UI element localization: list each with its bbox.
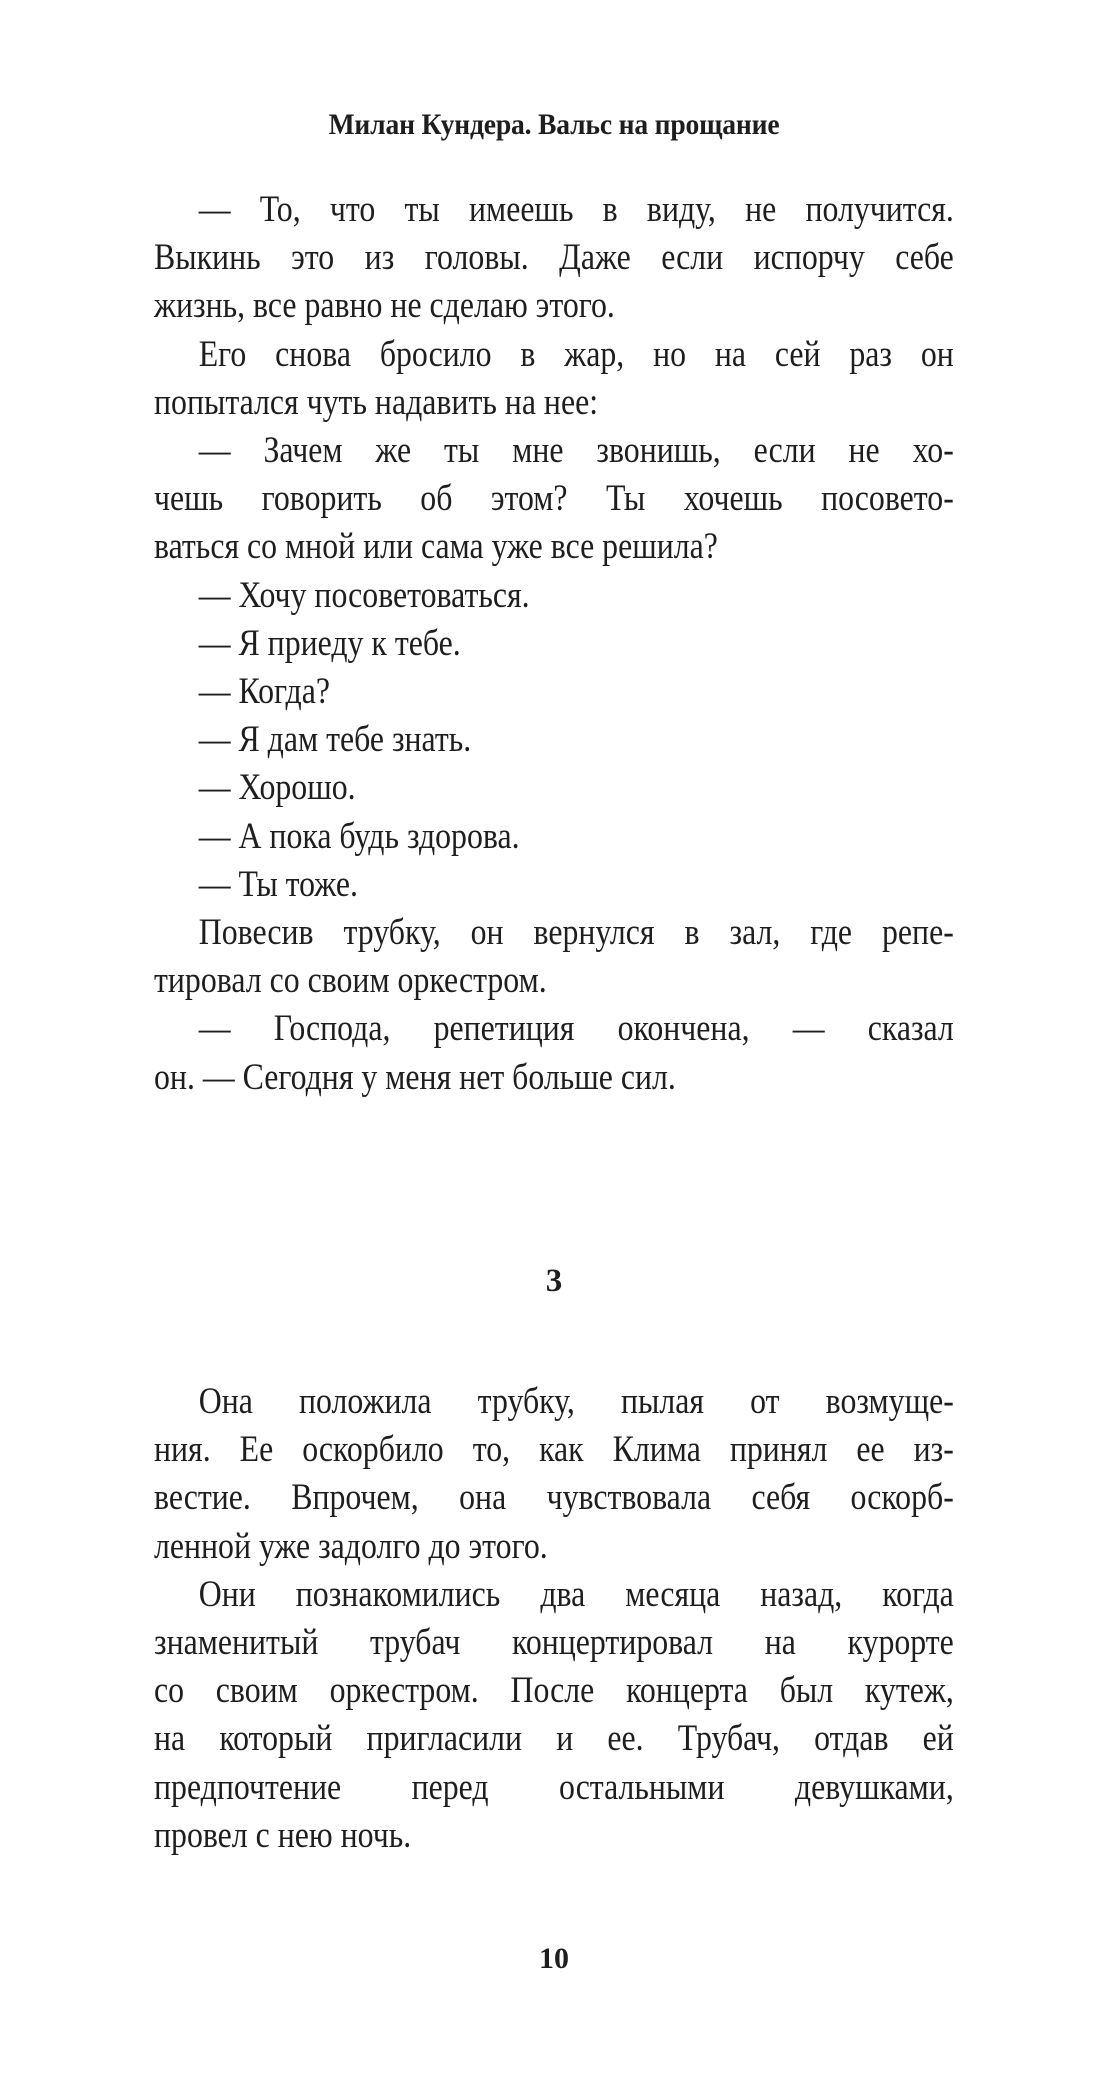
text-line: он. — Сегодня у меня нет больше сил. xyxy=(154,1056,676,1098)
text-line: — Я приеду к тебе. xyxy=(198,622,461,664)
text-line: — Зачем же ты мне звонишь, если не хо- xyxy=(198,430,954,472)
text-line: — Ты тоже. xyxy=(198,863,358,905)
text-line: — Господа, репетиция окончена, — сказал xyxy=(198,1008,954,1050)
running-header: Милан Кундера. Вальс на прощание xyxy=(328,108,780,141)
text-line: Его снова бросило в жар, но на сей раз он xyxy=(198,333,954,375)
text-line: ленной уже задолго до этого. xyxy=(154,1525,548,1567)
chapter-number: 3 xyxy=(545,1263,563,1299)
text-line: ния. Ее оскорбило то, как Клима принял ее из- xyxy=(154,1429,954,1471)
text-line: — Когда? xyxy=(198,671,330,713)
text-line: провел с нею ночь. xyxy=(154,1814,412,1856)
body-text-section-1 xyxy=(154,186,954,1102)
text-line: на который пригласили и ее. Трубач, отдав ей xyxy=(154,1718,954,1760)
text-line: попытался чуть надавить на нее: xyxy=(154,381,599,423)
text-line: Она положила трубку, пылая от возмуще- xyxy=(198,1381,954,1422)
text-line: — Я дам тебе знать. xyxy=(198,719,472,761)
text-line: Выкинь это из головы. Даже если испорчу себе xyxy=(154,237,954,279)
text-line: Они познакомились два месяца назад, когда xyxy=(198,1573,954,1615)
text-line: вестие. Впрочем, она чувствовала себя оскорб- xyxy=(154,1477,954,1519)
page-number: 10 xyxy=(539,1942,569,1975)
section-2-lines xyxy=(154,1378,954,1860)
body-text-section-2 xyxy=(154,1378,954,1860)
text-line: — То, что ты имеешь в виду, не получится. xyxy=(198,189,954,230)
text-line: — Хорошо. xyxy=(198,767,356,809)
text-line: — А пока будь здорова. xyxy=(198,815,520,857)
text-line: знаменитый трубач концертировал на курорте xyxy=(154,1622,954,1664)
text-line: со своим оркестром. После концерта был кутеж, xyxy=(154,1670,954,1712)
text-line: тировал со своим оркестром. xyxy=(154,960,547,1002)
text-line: ваться со мной или сама уже все решила? xyxy=(154,526,718,568)
text-line: Повесив трубку, он вернулся в зал, где репе- xyxy=(198,912,954,954)
text-line: чешь говорить об этом? Ты хочешь посовето- xyxy=(154,478,954,520)
text-line: — Хочу посоветоваться. xyxy=(198,574,530,616)
text-line: жизнь, все равно не сделаю этого. xyxy=(154,285,615,327)
section-1-lines xyxy=(154,186,954,1102)
text-line: предпочтение перед остальными девушками, xyxy=(154,1766,954,1808)
